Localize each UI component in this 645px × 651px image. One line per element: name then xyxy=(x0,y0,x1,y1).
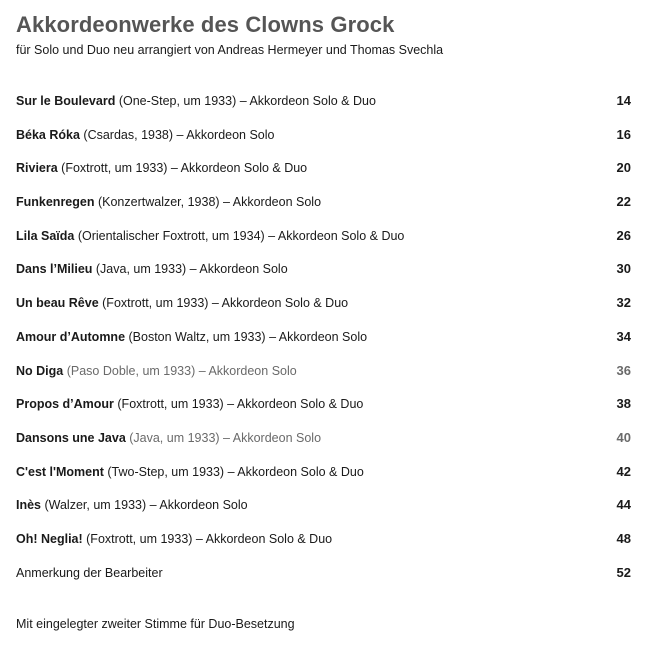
page-number: 14 xyxy=(616,93,631,108)
page-number: 48 xyxy=(616,530,631,546)
toc-entry xyxy=(16,463,631,497)
page-number: 30 xyxy=(616,261,631,277)
toc-entry xyxy=(16,328,631,362)
piece-description: (Java, um 1933) – Akkordeon Solo xyxy=(125,430,322,445)
page-number: 26 xyxy=(616,227,631,243)
piece-description: (Two-Step, um 1933) – Akkordeon Solo & Duo xyxy=(103,464,364,479)
page-number: 44 xyxy=(616,497,631,513)
document-title: Akkordeonwerke des Clowns Grock xyxy=(16,12,395,37)
piece-description: (Paso Doble, um 1933) – Akkordeon Solo xyxy=(63,363,297,378)
page-number: 32 xyxy=(616,295,631,311)
toc-entry xyxy=(16,260,631,294)
piece-description: (Boston Waltz, um 1933) – Akkordeon Solo xyxy=(125,329,368,344)
footer-note: Mit eingelegter zweiter Stimme für Duo-Besetzung xyxy=(16,617,295,631)
toc-entry xyxy=(16,294,631,328)
piece-title: Un beau Rêve xyxy=(16,296,99,311)
page-number: 34 xyxy=(616,328,631,344)
piece-title: C'est l'Moment xyxy=(16,464,104,479)
document-subtitle: für Solo und Duo neu arrangiert von Andreas Hermeyer und Thomas Svechla xyxy=(16,43,444,57)
piece-title: Inès xyxy=(16,498,42,513)
toc-entry xyxy=(16,126,631,160)
toc-entry xyxy=(16,362,631,396)
piece-description: Anmerkung der Bearbeiter xyxy=(16,565,163,580)
piece-description: (Foxtrott, um 1933) – Akkordeon Solo & Duo xyxy=(82,531,333,546)
toc-entry xyxy=(16,530,631,564)
toc-entry xyxy=(16,395,631,429)
piece-description: (Foxtrott, um 1933) – Akkordeon Solo & Duo xyxy=(98,296,349,311)
page-number: 20 xyxy=(616,160,631,176)
piece-title: Funkenregen xyxy=(16,195,95,210)
piece-description: (Java, um 1933) – Akkordeon Solo xyxy=(92,262,288,277)
piece-description: (Walzer, um 1933) – Akkordeon Solo xyxy=(41,498,248,513)
page-number: 52 xyxy=(616,564,631,580)
toc-entry xyxy=(16,92,631,126)
piece-description: (Foxtrott, um 1933) – Akkordeon Solo & Duo xyxy=(113,397,364,412)
piece-description: (Csardas, 1938) – Akkordeon Solo xyxy=(79,127,275,142)
toc-entry xyxy=(16,193,631,227)
piece-title: Amour d’Automne xyxy=(16,329,126,344)
piece-description: (Foxtrott, um 1933) – Akkordeon Solo & Duo xyxy=(57,161,308,176)
table-of-contents xyxy=(16,92,631,597)
piece-title: Dans l’Milieu xyxy=(16,262,93,277)
toc-entry xyxy=(16,159,631,193)
page-number: 16 xyxy=(616,126,631,142)
toc-entry xyxy=(16,496,631,530)
piece-title: Riviera xyxy=(16,161,58,176)
toc-entry xyxy=(16,429,631,463)
page-number: 40 xyxy=(616,429,631,445)
piece-title: No Diga xyxy=(16,363,64,378)
piece-title: Oh! Neglia! xyxy=(16,531,83,546)
piece-title: Propos d’Amour xyxy=(16,397,114,412)
page-number: 38 xyxy=(616,396,631,412)
piece-description: (Konzertwalzer, 1938) – Akkordeon Solo xyxy=(94,195,322,210)
page-number: 22 xyxy=(616,194,631,210)
piece-description: (One-Step, um 1933) – Akkordeon Solo & Duo xyxy=(115,94,376,108)
piece-title: Dansons une Java xyxy=(16,430,126,445)
toc-entry-notes xyxy=(16,564,631,598)
piece-title: Sur le Boulevard xyxy=(16,94,116,108)
toc-entry xyxy=(16,227,631,261)
piece-title: Lila Saïda xyxy=(16,228,75,243)
piece-description: (Orientalischer Foxtrott, um 1934) – Akkordeon Solo & Duo xyxy=(74,228,405,243)
page-number: 42 xyxy=(616,463,631,479)
piece-title: Béka Róka xyxy=(16,127,80,142)
page-number: 36 xyxy=(616,362,631,378)
